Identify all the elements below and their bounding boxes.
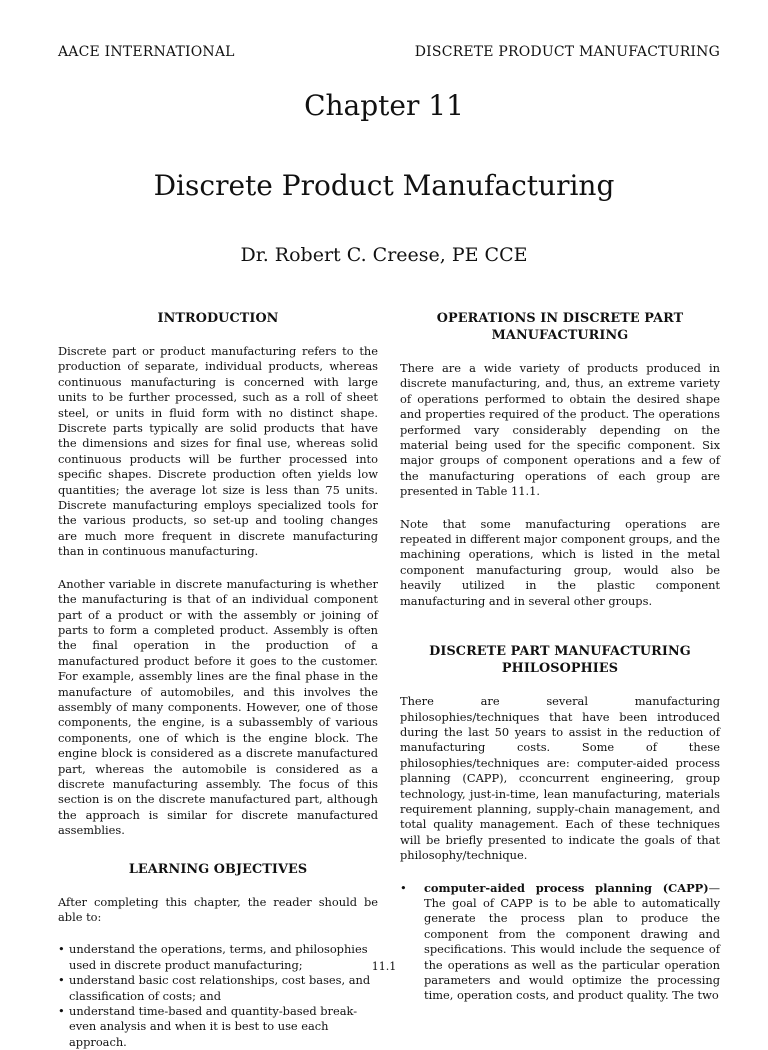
philosophies-paragraph: There are several manufacturing philosophies/techniques that have been introduced during the last 50 years to assist in the reduction of manufacturing costs. Some of these philosophies/techniques are: computer-aided process planning (CAPP), cconcurrent engineering, group technology, just-in-time, lean manufacturing, materials requirement planning, supply-chain management, and total quality management. Each of these techniques will be briefly presented to indicate the goals of that philosophy/technique. [400,694,720,863]
chapter-title-block [0,86,768,268]
bullet-icon: • [58,1004,65,1019]
left-column [58,310,378,1050]
capp-text: —The goal of CAPP is to be able to automatically generate the process plan to produce the component from the component drawing and specifications. This would include the sequence of the operations as well as the particular operation parameters and would optimize the processing time, operation costs, and product quality. The two [424,880,720,1003]
introduction-paragraph: Another variable in discrete manufacturing is whether the manufacturing is that of an individual component part of a product or with the assembly or joining of parts to form a completed product. Assembly is often the final operation in the production of a manufactured product before it goes to the customer. For example, assembly lines are the final phase in the manufacture of automobiles, and this involves the assembly of many components. However, one of those components, the engine, is a subassembly of various components, one of which is the engine block. The engine block is considered as a discrete manufactured part, whereas the automobile is considered as a discrete manufacturing assembly. The focus of this section is on the discrete manufactured part, although the approach is similar for discrete manufactured assemblies. [58,576,378,838]
learning-objectives-intro: After completing this chapter, the reader should be able to: [58,894,378,924]
operations-paragraph: There are a wide variety of products produced in discrete manufacturing, and, thus, an extreme variety of operations performed to obtain the desired shape and properties required of the product. The operations performed vary considerably depending on the material being used for the specific component. Six major groups of component operations and a few of the manufacturing operations of each group are presented in Table 11.1. [400,361,720,499]
introduction-paragraph: Discrete part or product manufacturing refers to the production of separate, individual products, whereas continuous manufacturing is concerned with large units to be further processed, such as a roll of sheet steel, or units in fluid form with no distinct shape. Discrete parts typically are solid products that have the dimensions and sizes for final use, whereas solid continuous products will be further processed into specific shapes. Discrete production often yields low quantities; the average lot size is less than 75 units. Discrete manufacturing employs specialized tools for the various products, so set-up and tooling changes are much more frequent in discrete manufacturing than in continuous manufacturing. [58,344,378,559]
running-head [58,44,720,60]
learning-objectives-list [58,942,378,1050]
philosophies-list [400,881,720,1004]
introduction-heading: INTRODUCTION [157,311,279,326]
bullet-icon: • [58,973,65,988]
bullet-icon: • [400,880,407,895]
right-column [400,310,720,1004]
learning-objectives-heading: LEARNING OBJECTIVES [128,861,308,877]
list-item [58,973,378,1004]
list-item-text: understand the operations, terms, and philosophies used in discrete product manufacturing; [69,942,368,972]
chapter-author: Dr. Robert C. Creese, PE CCE [240,244,528,266]
page-number: 11.1 [371,960,397,973]
running-head-left: AACE INTERNATIONAL [58,44,235,60]
list-item [400,881,720,1004]
philosophies-heading: DISCRETE PART MANUFACTURING PHILOSOPHIES [429,644,691,677]
operations-heading: OPERATIONS IN DISCRETE PART MANUFACTURING [436,311,684,343]
list-item [58,1004,378,1050]
capp-term: computer-aided process planning (CAPP) [424,880,709,895]
bullet-icon: • [58,942,65,957]
list-item-text: understand basic cost relationships, cost bases, and classification of costs; and [69,973,371,1003]
list-item-text: understand time-based and quantity-based break-even analysis and when it is best to use each approach. [69,1004,358,1049]
chapter-number: Chapter 11 [304,89,464,122]
running-head-right: DISCRETE PRODUCT MANUFACTURING [414,44,720,60]
chapter-title: Discrete Product Manufacturing [153,169,615,202]
operations-paragraph: Note that some manufacturing operations are repeated in different major component groups, and the machining operations, which is listed in the metal component manufacturing group, would also be heavily utilized in the plastic component manufacturing and in several other groups. [400,516,720,608]
